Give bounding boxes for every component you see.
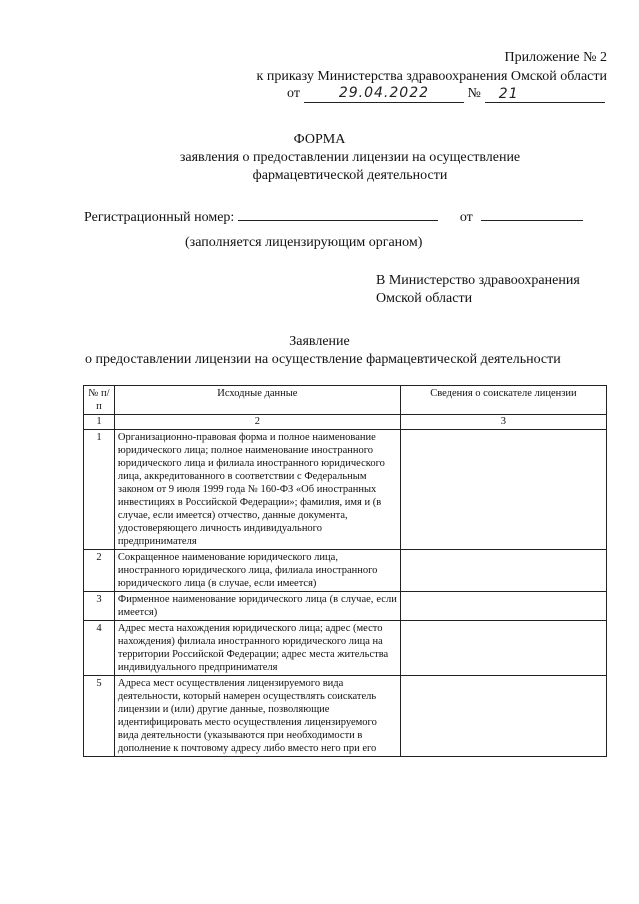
row-number: 2 bbox=[84, 550, 115, 592]
header-applicant-info: Сведения о соискателе лицензии bbox=[400, 386, 606, 415]
column-number-row bbox=[84, 415, 607, 430]
row-description: Фирменное наименование юридического лица (в случае, если имеется) bbox=[114, 592, 400, 621]
handwritten-number: 21 bbox=[485, 85, 605, 103]
table-row bbox=[84, 676, 607, 757]
table-header-row bbox=[84, 386, 607, 415]
appendix-block bbox=[257, 48, 607, 86]
statement-subtitle: о предоставлении лицензии на осуществление фармацевтической деятельности bbox=[85, 352, 561, 367]
appendix-number: Приложение № 2 bbox=[504, 50, 607, 65]
registration-date-blank[interactable] bbox=[481, 206, 583, 221]
header-source-data: Исходные данные bbox=[114, 386, 400, 415]
statement-title: Заявление bbox=[289, 334, 350, 349]
form-title: ФОРМА bbox=[293, 132, 346, 147]
addressee-line-1: В Министерство здравоохранения bbox=[376, 273, 580, 288]
addressee-block bbox=[376, 272, 580, 308]
table-row bbox=[84, 621, 607, 676]
order-reference: к приказу Министерства здравоохранения Омской области bbox=[256, 69, 607, 84]
addressee-line-2: Омской области bbox=[376, 291, 473, 306]
registration-line bbox=[84, 206, 583, 226]
handwritten-date: 29.04.2022 bbox=[304, 84, 464, 103]
row-value-cell[interactable] bbox=[400, 676, 606, 757]
col-number-1: 1 bbox=[84, 415, 115, 430]
table-row bbox=[84, 592, 607, 621]
registration-note: (заполняется лицензирующим органом) bbox=[185, 235, 423, 250]
registration-label: Регистрационный номер: bbox=[84, 210, 235, 225]
row-number: 1 bbox=[84, 430, 115, 550]
number-label: № bbox=[467, 86, 481, 101]
col-number-2: 2 bbox=[114, 415, 400, 430]
row-number: 5 bbox=[84, 676, 115, 757]
order-date-line bbox=[287, 84, 607, 103]
table-row bbox=[84, 430, 607, 550]
row-value-cell[interactable] bbox=[400, 621, 606, 676]
application-table bbox=[83, 385, 607, 757]
row-description: Адрес места нахождения юридического лица; адрес (место нахождения) филиала иностранного юридического лица на территории Российской Федерации; адрес места жительства индивидуального предпринимателя bbox=[114, 621, 400, 676]
row-description: Организационно-правовая форма и полное наименование юридического лица; полное наименование иностранного юридического лица и филиала иностранного юридического лица, аккредитованного в соответствии с Федеральным законом от 9 июля 1999 года № 160-ФЗ «Об иностранных инвестициях в Российской Федерации»; фамилия, имя и (в случае, если имеется) отчество, данные документа, удостоверяющего личность индивидуального предпринимателя bbox=[114, 430, 400, 550]
row-value-cell[interactable] bbox=[400, 430, 606, 550]
row-value-cell[interactable] bbox=[400, 550, 606, 592]
row-number: 3 bbox=[84, 592, 115, 621]
header-num: № п/п bbox=[84, 386, 115, 415]
row-number: 4 bbox=[84, 621, 115, 676]
registration-from-label: от bbox=[459, 210, 473, 225]
table-row bbox=[84, 550, 607, 592]
row-value-cell[interactable] bbox=[400, 592, 606, 621]
form-subtitle: заявления о предоставлении лицензии на осуществление фармацевтической деятельности bbox=[179, 150, 521, 183]
col-number-3: 3 bbox=[400, 415, 606, 430]
date-label: от bbox=[287, 86, 300, 101]
row-description: Адреса мест осуществления лицензируемого вида деятельности, который намерен осуществлять соискатель лицензии и (или) другие данные, позволяющие идентифицировать место осуществления лицензируемого вида деятельности (указываются при необходимости в дополнение к почтовому адресу либо вместо него при его bbox=[114, 676, 400, 757]
row-description: Сокращенное наименование юридического лица, иностранного юридического лица, филиала иностранного юридического лица (в случае, если имеется) bbox=[114, 550, 400, 592]
registration-number-blank[interactable] bbox=[238, 206, 438, 221]
